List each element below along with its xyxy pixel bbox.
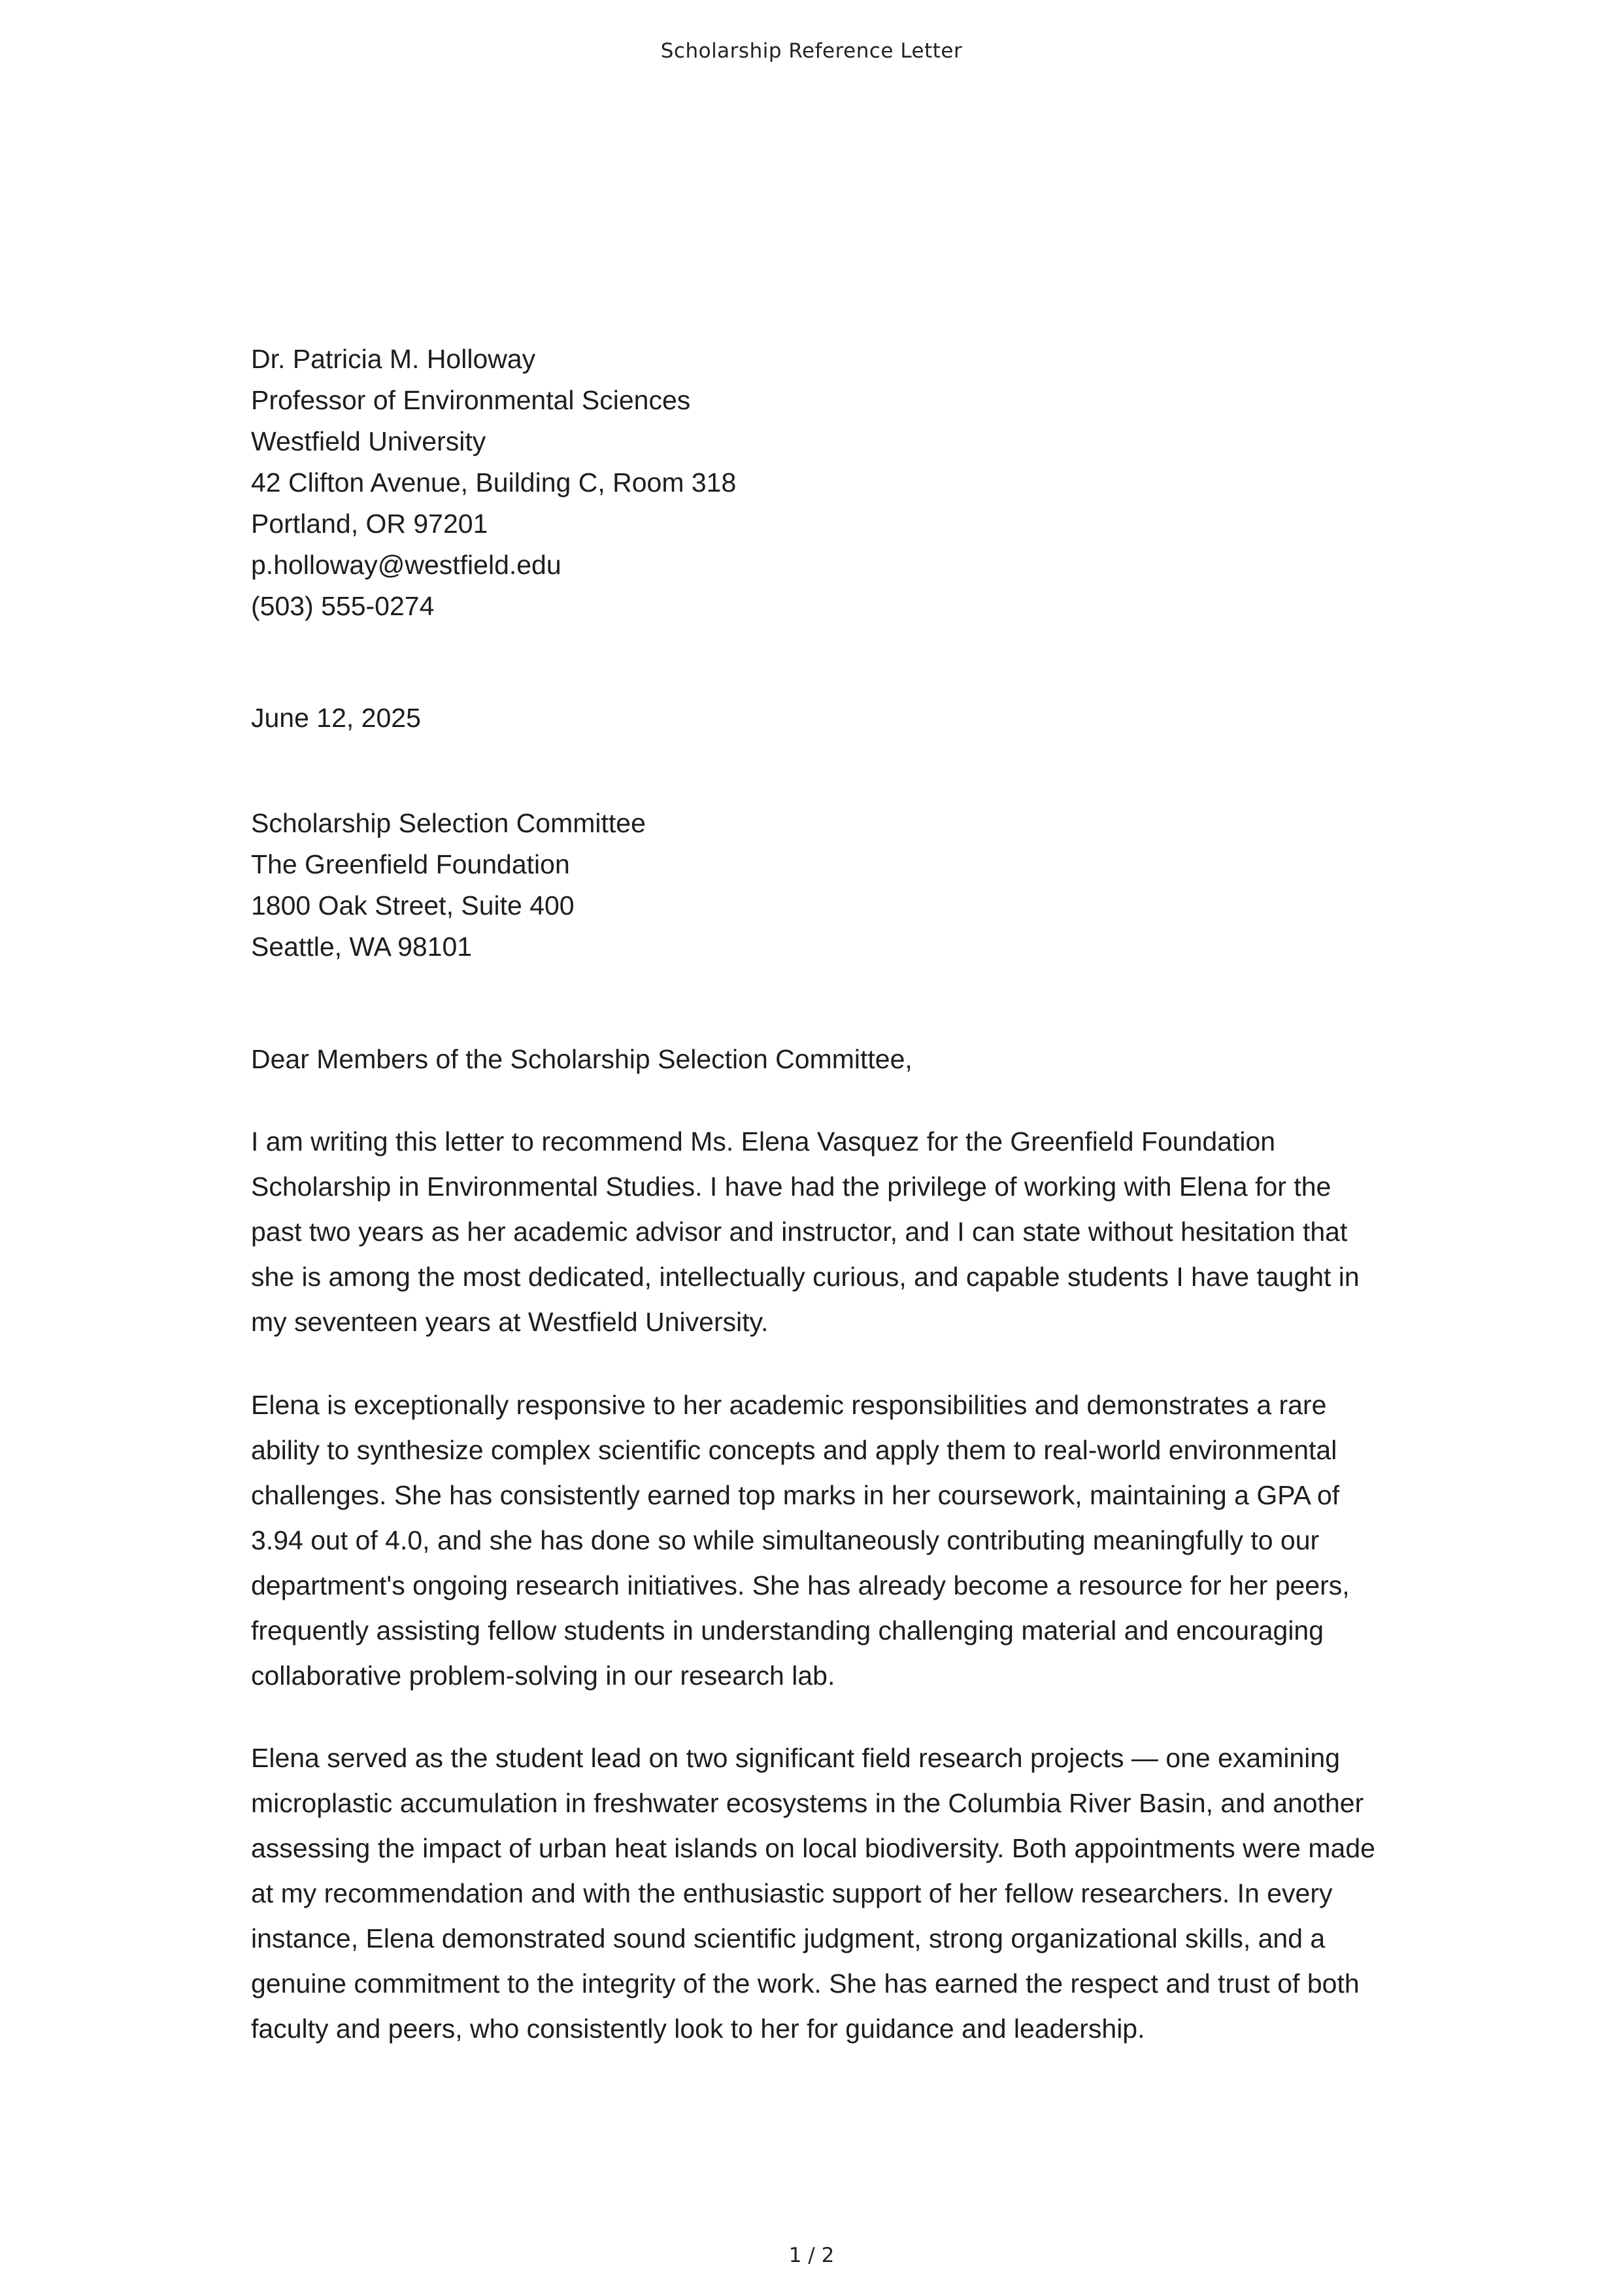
page-number: 1 / 2: [788, 2244, 835, 2267]
recipient-address-line1: 1800 Oak Street, Suite 400: [251, 890, 575, 920]
body-paragraph: Elena is exceptionally responsive to her academic responsibilities and demonstrates a rare ability to synthesize complex scientific concepts and apply them to real-world environmental challenges. She has consistently earned top marks in her coursework, maintaining a GPA of 3.94 out of 4.0, and she has done so while simultaneously contributing meaningfully to our department's ongoing research initiatives. She has already become a resource for her peers, frequently assisting fellow students in understanding challenging material and encouraging collaborative problem-solving in our research lab.: [251, 1390, 1350, 1691]
letter-date: June 12, 2025: [251, 703, 421, 733]
body-paragraph: I am writing this letter to recommend Ms. Elena Vasquez for the Greenfield Foundation Scholarship in Environmental Studies. I have had the privilege of working with Elena for the past two years as her academic advisor and instructor, and I can state without hesitation that she is among the most dedicated, intellectually curious, and capable students I have taught in my seventeen years at Westfield University.: [251, 1126, 1360, 1337]
sender-institution: Westfield University: [251, 426, 486, 456]
sender-email: p.holloway@westfield.edu: [251, 550, 561, 580]
document-header-title: Scholarship Reference Letter: [660, 39, 963, 63]
recipient-organization: The Greenfield Foundation: [251, 849, 570, 879]
recipient-committee: Scholarship Selection Committee: [251, 808, 646, 838]
recipient-address-line2: Seattle, WA 98101: [251, 932, 473, 962]
sender-address-line1: 42 Clifton Avenue, Building C, Room 318: [251, 467, 737, 498]
sender-position: Professor of Environmental Sciences: [251, 385, 691, 415]
sender-name: Dr. Patricia M. Holloway: [251, 344, 536, 374]
sender-address-block: [251, 339, 1388, 627]
letter-date-block: [251, 698, 1388, 739]
recipient-address-block: [251, 803, 1388, 968]
body-paragraph: Elena served as the student lead on two significant field research projects — one examining microplastic accumulation in freshwater ecosystems in the Columbia River Basin, and another assessing the impact of urban heat islands on local biodiversity. Both appointments were made at my recommendation and with the enthusiastic support of her fellow researchers. In every instance, Elena demonstrated sound scientific judgment, strong organizational skills, and a genuine commitment to the integrity of the work. She has earned the respect and trust of both faculty and peers, who consistently look to her for guidance and leadership.: [251, 1743, 1375, 2044]
salutation-block: [251, 1039, 1388, 1080]
sender-address-line2: Portland, OR 97201: [251, 509, 488, 539]
salutation: Dear Members of the Scholarship Selection Committee,: [251, 1044, 912, 1074]
sender-phone: (503) 555-0274: [251, 591, 435, 621]
